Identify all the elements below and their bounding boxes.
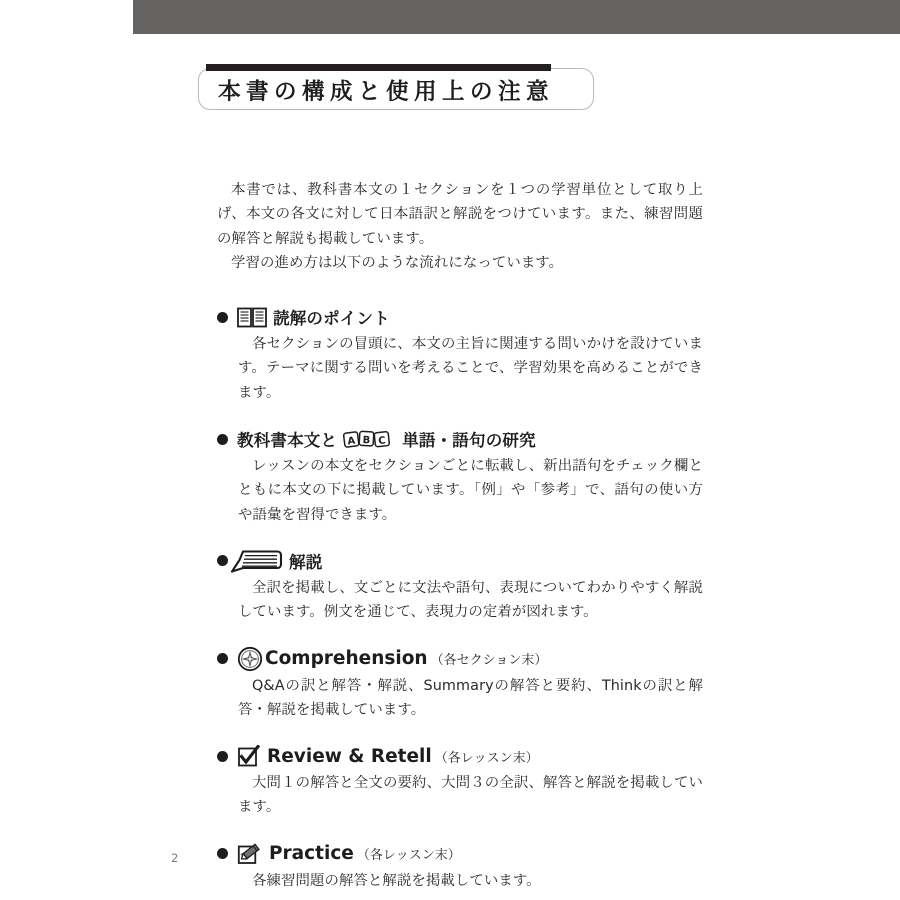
scan-top-bar [133, 0, 900, 34]
page-title-banner [198, 64, 596, 112]
checkbox-pencil-icon [237, 842, 263, 866]
bullet-marker [217, 555, 228, 566]
section-heading [217, 842, 703, 866]
section-note: （各セクション末） [430, 653, 548, 669]
bullet-marker [217, 848, 228, 859]
bullet-marker [217, 434, 228, 445]
bullet-marker [217, 653, 228, 664]
title-rule-bar [206, 64, 551, 71]
section-paragraph: Q&Aの訳と解答・解説、Summaryの解答と要約、Thinkの訳と解答・解説を掲載しています。 [238, 677, 703, 718]
section-paragraph: 各セクションの冒頭に、本文の主旨に関連する問いかけを設けています。テーマに関する問いを考えることで、学習効果を高めることができます。 [238, 336, 703, 401]
section-reading-points [217, 305, 703, 405]
section-paragraph: 大問１の解答と全文の要約、大問３の全訳、解答と解説を掲載しています。 [238, 775, 703, 816]
intro-paragraph-1: 本書では、教科書本文の１セクションを１つの学習単位として取り上げ、本文の各文に対して日本語訳と解説をつけています。また、練習問題の解答と解説も掲載しています。 [217, 182, 703, 247]
section-commentary [217, 549, 703, 625]
intro-paragraph-2: 学習の進め方は以下のような流れになっています。 [231, 254, 564, 271]
section-title: 解説 [289, 552, 323, 572]
section-paragraph: 全訳を掲載し、文ごとに文法や語句、表現についてわかりやすく解説しています。例文を通じて、表現力の定着が図れます。 [238, 579, 703, 621]
abc-blocks-icon [343, 428, 391, 450]
bullet-marker [217, 312, 228, 323]
section-body [238, 454, 703, 527]
section-heading [217, 549, 703, 573]
open-book-icon [237, 307, 267, 328]
section-title: 読解のポイント [273, 309, 390, 329]
section-heading [217, 427, 703, 451]
compass-icon [237, 646, 263, 672]
section-title: Review & Retell [267, 745, 432, 767]
page-title: 本書の構成と使用上の注意 [218, 79, 555, 105]
main-content [217, 178, 703, 893]
section-review-retell [217, 744, 703, 820]
section-title-prefix: 教科書本文と [237, 431, 338, 451]
section-paragraph: レッスンの本文をセクションごとに転載し、新出語句をチェック欄とともに本文の下に掲載しています。「例」や「参考」で、語句の使い方や語彙を習得できます。 [238, 458, 703, 523]
svg-text:C: C [377, 435, 387, 448]
section-title-suffix: 単語・語句の研究 [402, 431, 536, 451]
section-title: Comprehension [265, 648, 428, 670]
section-heading [217, 305, 703, 329]
page-number: 2 [171, 851, 179, 865]
section-note: （各レッスン末） [356, 848, 461, 864]
section-body [238, 869, 703, 893]
bullet-marker [217, 751, 228, 762]
svg-text:B: B [362, 435, 371, 447]
svg-text:A: A [347, 435, 357, 448]
intro-block [217, 178, 703, 275]
section-body [238, 674, 703, 723]
speech-bubble-icon [229, 549, 283, 573]
section-practice [217, 842, 703, 893]
section-paragraph: 各練習問題の解答と解説を掲載しています。 [252, 872, 541, 889]
checkbox-checked-icon [237, 745, 261, 768]
section-text-and-vocabulary [217, 427, 703, 527]
section-body [238, 576, 703, 625]
section-note: （各レッスン末） [434, 750, 539, 766]
section-title: Practice [269, 843, 354, 865]
section-body [238, 771, 703, 820]
section-comprehension [217, 647, 703, 723]
section-heading [217, 647, 703, 671]
section-body [238, 332, 703, 405]
section-heading [217, 744, 703, 768]
